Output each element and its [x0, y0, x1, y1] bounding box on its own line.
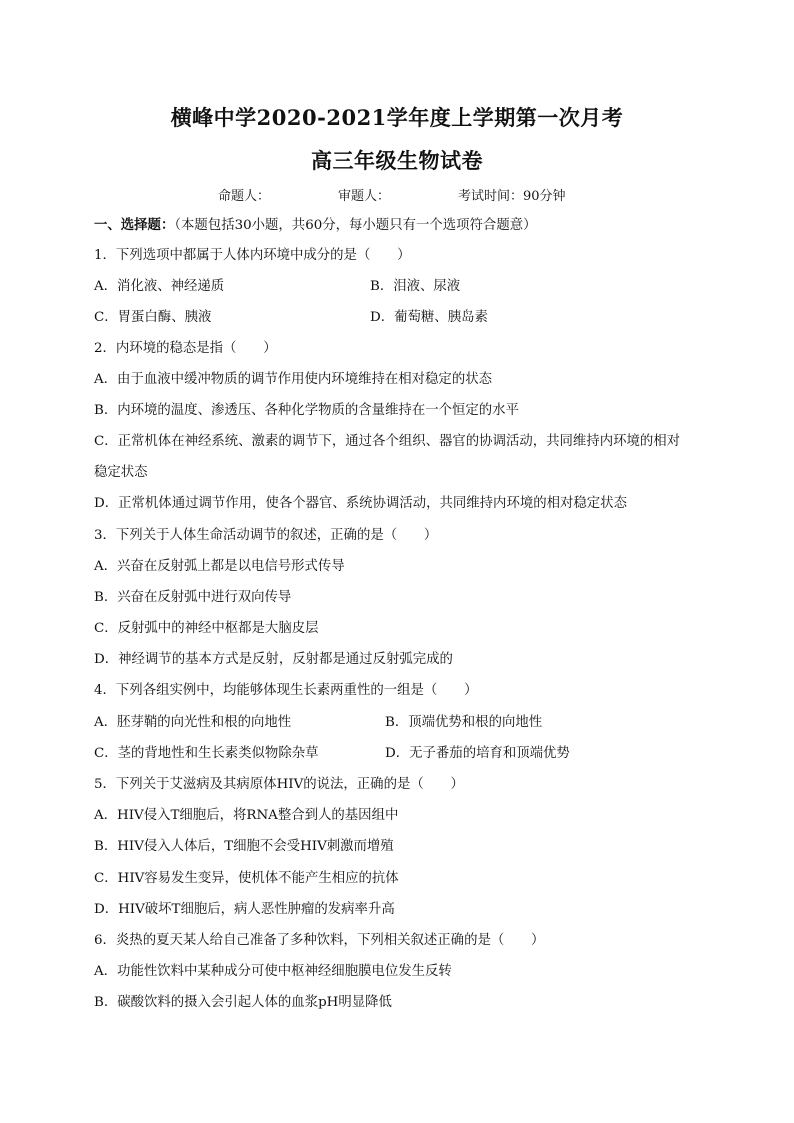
option-c: C．胃蛋白酶、胰液	[94, 310, 212, 325]
question-stem: 3．下列关于人体生命活动调节的叙述，正确的是（ ）	[94, 528, 438, 543]
question-stem: 2．内环境的稳态是指（ ）	[94, 341, 277, 356]
section-description: （本题包括30小题，共60分，每小题只有一个选项符合题意）	[174, 218, 537, 233]
option-c: C．反射弧中的神经中枢都是大脑皮层	[94, 621, 319, 636]
option-d: D．HIV破坏T细胞后，病人恶性肿瘤的发病率升高	[94, 902, 395, 917]
option-a: A．HIV侵入T细胞后，将RNA整合到人的基因组中	[94, 808, 399, 823]
option-a: A．功能性饮料中某种成分可使中枢神经细胞膜电位发生反转	[94, 964, 452, 979]
author-label: 命题人：	[218, 189, 271, 204]
option-a: A．消化液、神经递质	[94, 279, 225, 294]
section-heading	[94, 216, 537, 235]
exam-time: 考试时间：90分钟	[458, 189, 566, 204]
option-c: C．正常机体在神经系统、激素的调节下，通过各个组织、器官的协调活动，共同维持内环境的相对	[94, 434, 681, 449]
exam-title: 横峰中学2020-2021学年度上学期第一次月考	[170, 105, 624, 130]
section-label: 一、选择题：	[94, 217, 175, 233]
question-stem: 5．下列关于艾滋病及其病原体HIV的说法，正确的是（ ）	[94, 777, 464, 792]
option-b: B．内环境的温度、渗透压、各种化学物质的含量维持在一个恒定的水平	[94, 403, 519, 418]
option-d: D．葡萄糖、胰岛素	[370, 310, 488, 325]
option-d: D．无子番茄的培育和顶端优势	[385, 746, 570, 761]
option-c: C．HIV容易发生变异，使机体不能产生相应的抗体	[94, 871, 399, 886]
option-a: A．由于血液中缓冲物质的调节作用使内环境维持在相对稳定的状态	[94, 372, 492, 387]
option-b: B．顶端优势和根的向地性	[385, 715, 543, 730]
option-b: B．泪液、尿液	[370, 279, 461, 294]
question-stem: 4．下列各组实例中，均能够体现生长素两重性的一组是（ ）	[94, 683, 478, 698]
option-a: A．兴奋在反射弧上都是以电信号形式传导	[94, 559, 345, 574]
option-b: B．兴奋在反射弧中进行双向传导	[94, 590, 292, 605]
option-c: C．茎的背地性和生长素类似物除杂草	[94, 746, 319, 761]
option-d: D．神经调节的基本方式是反射，反射都是通过反射弧完成的	[94, 652, 453, 667]
option-c-continued: 稳定状态	[94, 465, 148, 480]
option-d: D．正常机体通过调节作用，使各个器官、系统协调活动，共同维持内环境的相对稳定状态	[94, 496, 627, 511]
option-a: A．胚芽鞘的向光性和根的向地性	[94, 715, 292, 730]
option-b: B．HIV侵入人体后，T细胞不会受HIV刺激而增殖	[94, 839, 394, 854]
option-b: B．碳酸饮料的摄入会引起人体的血浆pH明显降低	[94, 995, 392, 1010]
question-stem: 1．下列选项中都属于人体内环境中成分的是（ ）	[94, 248, 411, 263]
exam-subtitle: 高三年级生物试卷	[311, 148, 483, 173]
reviewer-label: 审题人：	[338, 189, 391, 204]
question-stem: 6．炎热的夏天某人给自己准备了多种饮料，下列相关叙述正确的是（ ）	[94, 933, 545, 948]
